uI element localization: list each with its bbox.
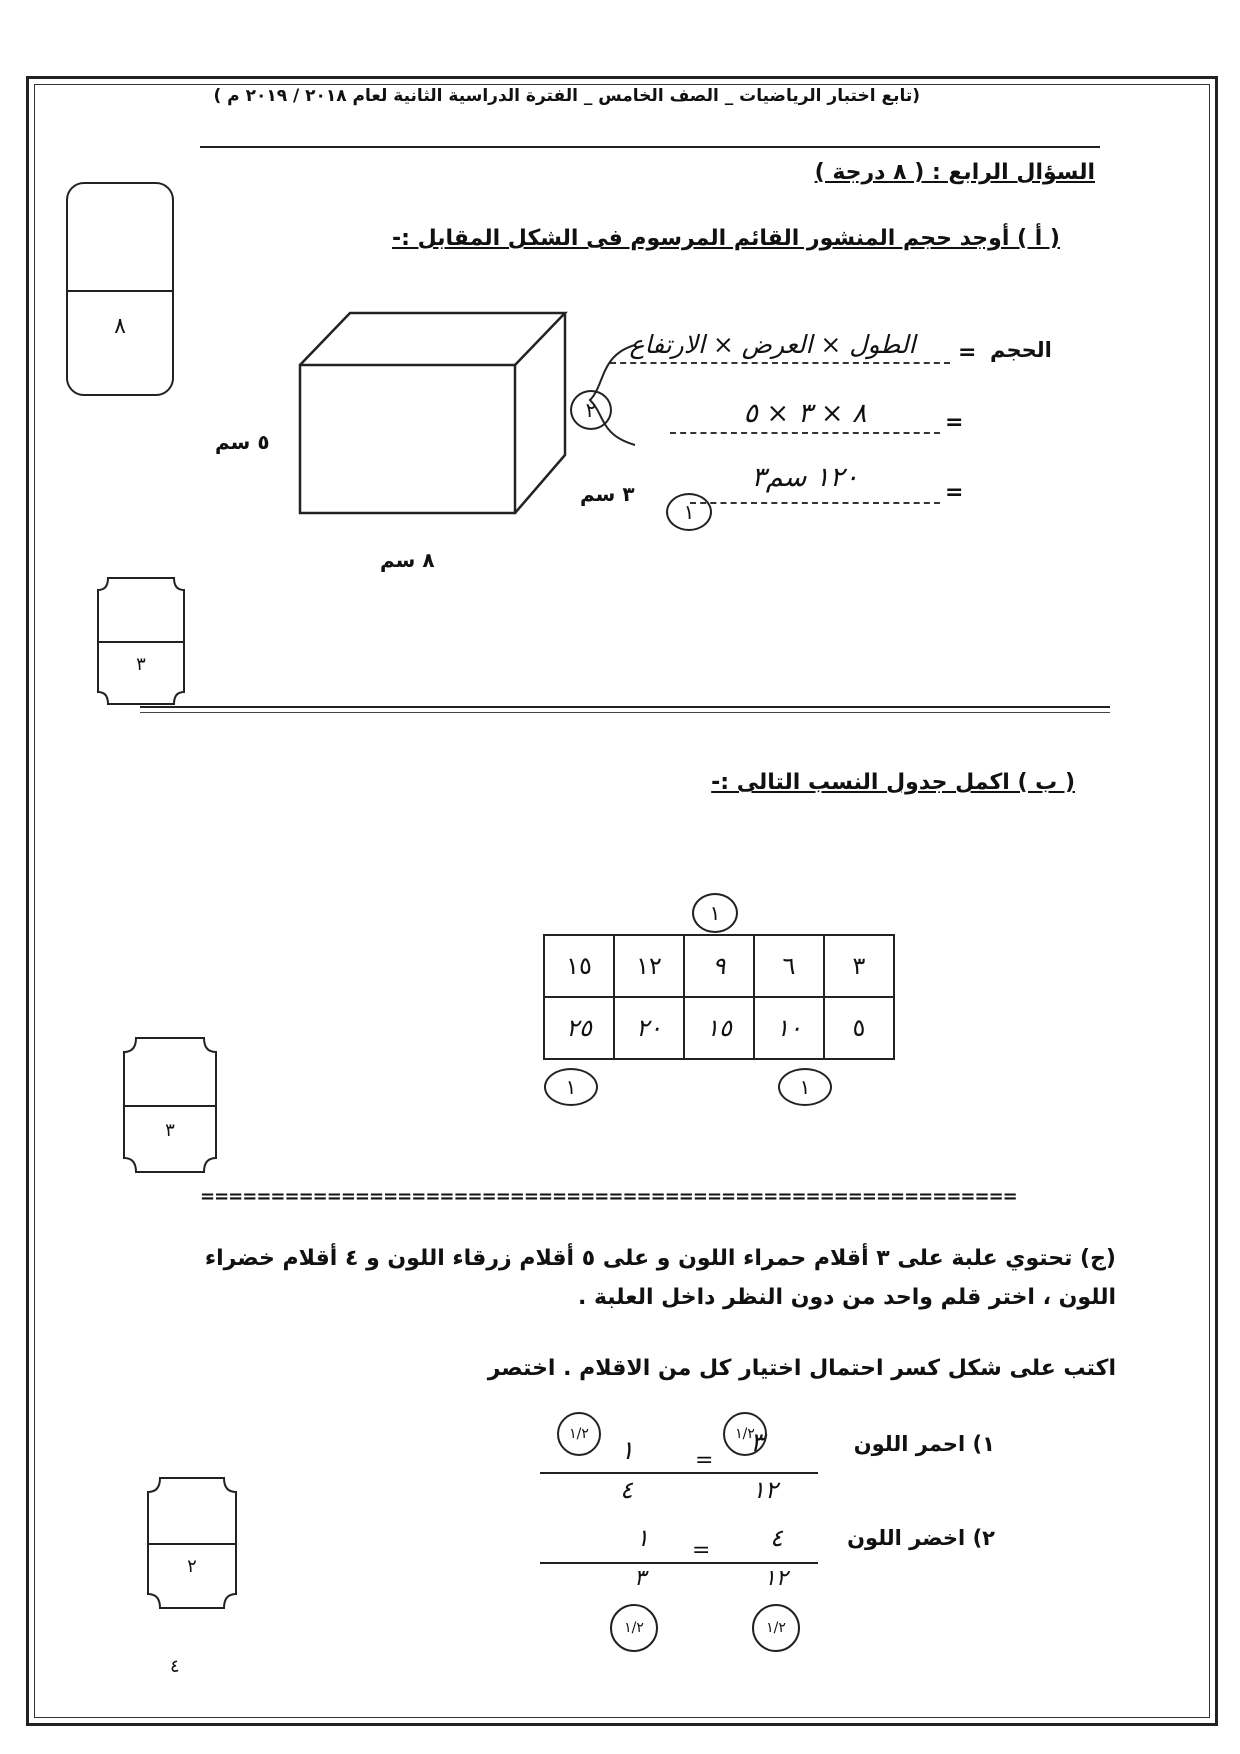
part-c-line2: اللون ، اختر قلم واحد من دون النظر داخل العلبة . <box>577 1285 1116 1310</box>
section-divider <box>140 706 1110 708</box>
part-b-label: ( ب ) اكمل جدول النسب التالى :- <box>711 770 1075 795</box>
item1-num1: ٣ <box>750 1428 764 1458</box>
part-b-mark-top: ١ <box>692 893 738 933</box>
dim-height: ٥ سم <box>215 430 270 454</box>
item2-eq: = <box>692 1538 711 1563</box>
ratio-cell: ٦ <box>754 935 824 997</box>
total-score-box <box>66 182 174 396</box>
part-a-score-box <box>96 576 186 706</box>
volume-label: الحجم <box>990 338 1052 362</box>
item1-label: ١) احمر اللون <box>853 1432 995 1456</box>
eq-sign-2: = <box>945 410 964 435</box>
item1-fraction-line <box>540 1472 818 1474</box>
dim-width: ٣ سم <box>580 482 635 506</box>
dim-length: ٨ سم <box>380 548 435 572</box>
item1-half-mark-2: ١/٢ <box>723 1412 767 1456</box>
part-c-line1: (ج) تحتوي علبة على ٣ أقلام حمراء اللون و على ٥ أقلام زرقاء اللون و ٤ أقلام خضراء <box>204 1246 1116 1271</box>
answer-text-3: ١٢٠ سم٣ <box>751 462 859 493</box>
item2-half-mark-2: ١/٢ <box>752 1604 800 1652</box>
item2-num1: ٤ <box>770 1524 783 1552</box>
item2-half-mark-1: ١/٢ <box>610 1604 658 1652</box>
item2-fraction-line <box>540 1562 818 1564</box>
ratio-cell: ٣ <box>824 935 894 997</box>
part-b-score-box <box>122 1036 218 1174</box>
header-rule <box>200 146 1100 148</box>
page-number: ٤ <box>170 1656 180 1677</box>
item1-num2: ١ <box>620 1436 634 1466</box>
ratio-table <box>543 934 895 1060</box>
answer-line-3 <box>690 502 940 504</box>
eq-sign-1: = <box>958 340 977 365</box>
item2-num2: ١ <box>636 1524 649 1552</box>
item1-eq: = <box>695 1448 714 1473</box>
item1-half-mark-1: ١/٢ <box>557 1412 601 1456</box>
item2-den1: ١٢ <box>764 1566 788 1591</box>
answer-text-1: الطول × العرض × الارتفاع <box>629 330 916 359</box>
ratio-row-top <box>544 935 894 997</box>
mark-1-circle: ١ <box>666 493 712 531</box>
question-title: السؤال الرابع : ( ٨ درجة ) <box>814 160 1095 185</box>
part-b-mark-right: ١ <box>778 1068 832 1106</box>
equals-separator: ========================================================== <box>200 1186 1017 1207</box>
ratio-cell: ١٥ <box>684 997 754 1059</box>
ratio-cell: ١٥ <box>544 935 614 997</box>
header-line: (تابع اختبار الرياضيات _ الصف الخامس _ الفترة الدراسية الثانية لعام ٢٠١٨ / ٢٠١٩ م ) <box>213 86 920 106</box>
ratio-cell: ١٠ <box>754 997 824 1059</box>
part-c-instruction: اكتب على شكل كسر احتمال اختيار كل من الاقلام . اختصر <box>487 1356 1116 1381</box>
item2-den2: ٣ <box>634 1566 646 1591</box>
ratio-cell: ١٢ <box>614 935 684 997</box>
answer-line-2 <box>670 432 940 434</box>
item2-label: ٢) اخضر اللون <box>847 1526 995 1550</box>
part-b-score: ٣ <box>165 1120 175 1141</box>
eq-sign-3: = <box>945 480 964 505</box>
answer-text-2: ٨ × ٣ × ٥ <box>743 398 867 429</box>
part-b-mark-left: ١ <box>544 1068 598 1106</box>
total-score-value: ٨ <box>114 314 126 339</box>
part-c-score-box <box>146 1476 238 1610</box>
section-divider-2 <box>140 712 1110 713</box>
ratio-cell: ٢٥ <box>544 997 614 1059</box>
ratio-cell: ٢٠ <box>614 997 684 1059</box>
part-c-score: ٢ <box>187 1556 197 1577</box>
part-a-label: ( أ ) أوجد حجم المنشور القائم المرسوم فى الشكل المقابل :- <box>392 226 1060 251</box>
mark-2-circle: ٢ <box>570 390 612 430</box>
prism-figure <box>290 305 570 525</box>
ratio-cell: ٩ <box>684 935 754 997</box>
item1-den2: ٤ <box>620 1476 633 1504</box>
item1-den1: ١٢ <box>752 1476 778 1504</box>
ratio-cell: ٥ <box>824 997 894 1059</box>
answer-line-1 <box>610 362 950 364</box>
part-a-score: ٣ <box>136 654 146 675</box>
ratio-row-bottom <box>544 997 894 1059</box>
